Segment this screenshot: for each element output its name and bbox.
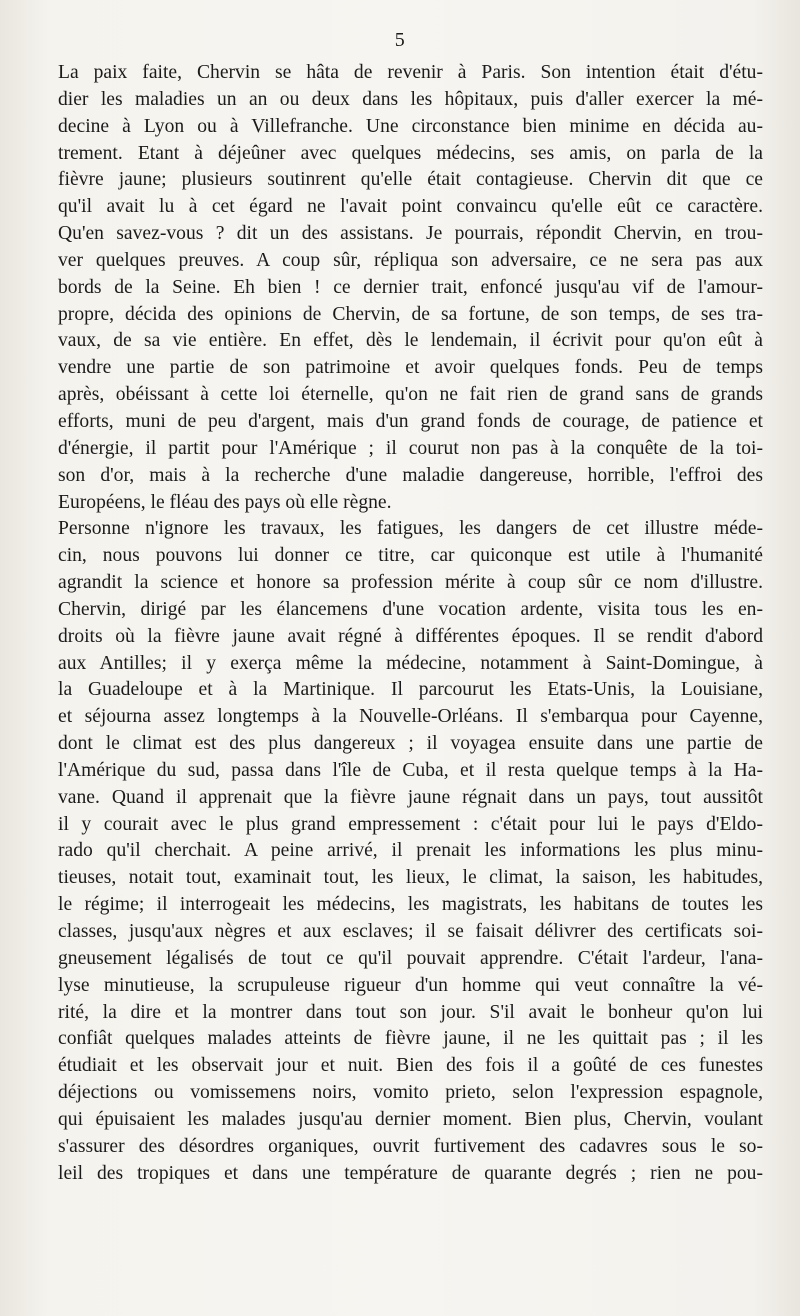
text-line: agrandit la science et honore sa profession mérite à coup sûr ce nom d'illustre. — [58, 572, 763, 594]
text-line: dont le climat est des plus dangereux ; il voyagea ensuite dans une partie de — [58, 733, 763, 755]
text-line: droits où la fièvre jaune avait régné à différentes époques. Il se rendit d'abord — [58, 625, 763, 647]
text-line: efforts, muni de peu d'argent, mais d'un grand fonds de courage, de patience et — [58, 410, 763, 432]
text-line: bords de la Seine. Eh bien ! ce dernier trait, enfoncé jusqu'au vif de l'amour- — [58, 276, 763, 298]
text-line: et séjourna assez longtemps à la Nouvelle-Orléans. Il s'embarqua pour Cayenne, — [58, 706, 763, 728]
page-number: 5 — [394, 29, 406, 51]
text-line: rité, la dire et la montrer dans tout son jour. S'il avait le bonheur qu'on lui — [58, 1001, 763, 1023]
text-line: étudiait et les observait jour et nuit. Bien des fois il a goûté de ces funestes — [58, 1055, 763, 1077]
text-line: aux Antilles; il y exerça même la médecine, notamment à Saint-Domingue, à — [58, 652, 763, 674]
text-line: lyse minutieuse, la scrupuleuse rigueur d'un homme qui veut connaître la vé- — [58, 974, 763, 996]
text-line: vendre une partie de son patrimoine et avoir quelques fonds. Peu de temps — [58, 357, 763, 379]
text-line: la Guadeloupe et à la Martinique. Il parcourut les Etats-Unis, la Louisiane, — [58, 679, 763, 701]
text-line: confiât quelques malades atteints de fièvre jaune, il ne les quittait pas ; il les — [58, 1028, 763, 1050]
text-line: propre, décida des opinions de Chervin, de sa fortune, de son temps, de ses tra- — [58, 303, 763, 325]
text-line: gneusement légalisés de tout ce qu'il pouvait apprendre. C'était l'ardeur, l'ana- — [58, 947, 763, 969]
text-line: Européens, le fléau des pays où elle règne. — [58, 491, 392, 513]
text-line: tieuses, notait tout, examinait tout, les lieux, le climat, la saison, les habitudes, — [58, 867, 763, 889]
text-line: déjections ou vomissemens noirs, vomito prieto, selon l'expression espagnole, — [58, 1082, 763, 1104]
text-line: classes, jusqu'aux nègres et aux esclaves; il se faisait délivrer des certificats soi- — [58, 921, 763, 942]
text-line: après, obéissant à cette loi éternelle, qu'on ne fait rien de grand sans de grands — [58, 384, 763, 406]
text-line: Qu'en savez-vous ? dit un des assistans. Je pourrais, répondit Chervin, en trou- — [58, 223, 763, 245]
text-line: Chervin, dirigé par les élancemens d'une vocation ardente, visita tous les en- — [58, 598, 763, 620]
text-line: d'énergie, il partit pour l'Amérique ; il courut non pas à la conquête de la toi- — [58, 437, 763, 459]
text-line: decine à Lyon ou à Villefranche. Une circonstance bien minime en décida au- — [58, 115, 763, 137]
text-line: ver quelques preuves. A coup sûr, répliqua son adversaire, ce ne sera pas aux — [58, 249, 763, 271]
body-text — [58, 60, 763, 1187]
text-line: s'assurer des désordres organiques, ouvrit furtivement des cadavres sous le so- — [58, 1135, 763, 1157]
text-line: il y courait avec le plus grand empressement : c'était pour lui le pays d'Eldo- — [58, 813, 763, 835]
text-line: trement. Etant à déjeûner avec quelques médecins, ses amis, on parla de la — [58, 142, 763, 164]
paragraph — [58, 516, 763, 1187]
text-line: La paix faite, Chervin se hâta de revenir à Paris. Son intention était d'étu- — [58, 62, 763, 83]
text-line: dier les maladies un an ou deux dans les hôpitaux, puis d'aller exercer la mé- — [58, 88, 763, 110]
text-line: Personne n'ignore les travaux, les fatigues, les dangers de cet illustre méde- — [58, 518, 763, 540]
text-line: fièvre jaune; plusieurs soutinrent qu'elle était contagieuse. Chervin dit que ce — [58, 169, 763, 191]
text-line: vane. Quand il apprenait que la fièvre jaune régnait dans un pays, tout aussitôt — [58, 786, 763, 808]
text-line: qui épuisaient les malades jusqu'au dernier moment. Bien plus, Chervin, voulant — [58, 1108, 763, 1130]
text-line: qu'il avait lu à cet égard ne l'avait point convaincu qu'elle eût ce caractère. — [58, 196, 763, 218]
text-line: vaux, de sa vie entière. En effet, dès le lendemain, il écrivit pour qu'on eût à — [58, 330, 763, 352]
text-line: l'Amérique du sud, passa dans l'île de Cuba, et il resta quelque temps à la Ha- — [58, 759, 763, 781]
text-line: le régime; il interrogeait les médecins, les magistrats, les habitans de toutes les — [58, 894, 763, 916]
text-line: leil des tropiques et dans une température de quarante degrés ; rien ne pou- — [58, 1162, 763, 1184]
paragraph — [58, 60, 763, 516]
text-line: rado qu'il cherchait. A peine arrivé, il prenait les informations les plus minu- — [58, 840, 763, 862]
text-line: cin, nous pouvons lui donner ce titre, car quiconque est utile à l'humanité — [58, 545, 763, 567]
text-line: son d'or, mais à la recherche d'une maladie dangereuse, horrible, l'effroi des — [58, 464, 763, 486]
